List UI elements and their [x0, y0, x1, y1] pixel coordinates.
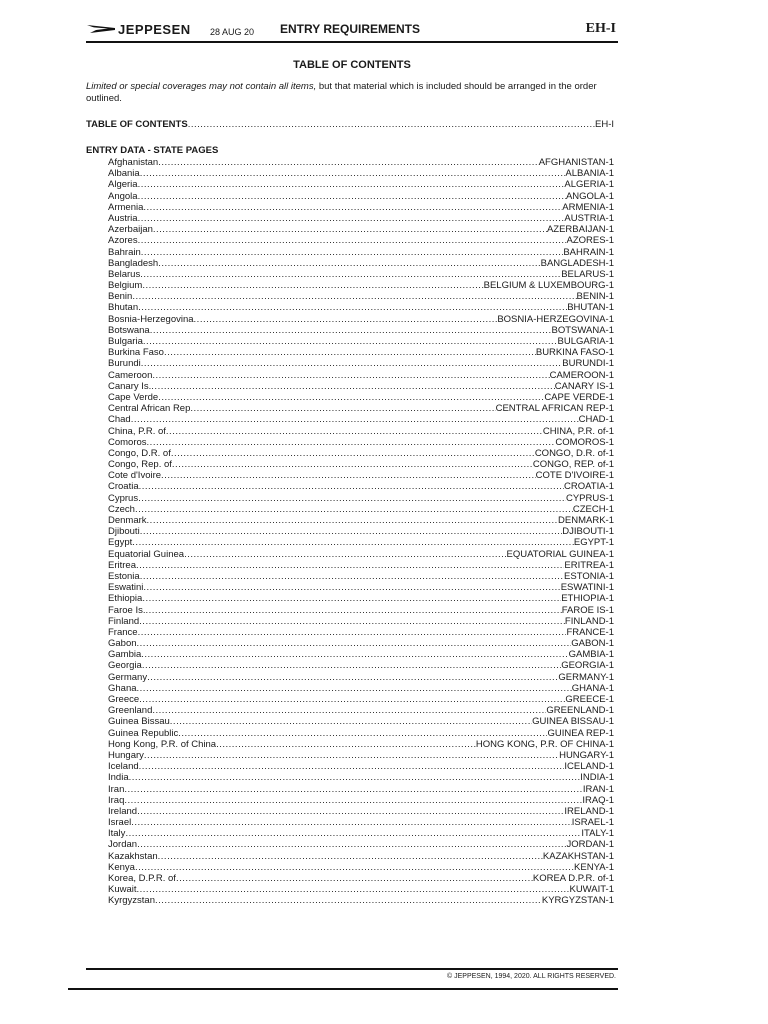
dot-leader [132, 291, 576, 302]
list-item[interactable] [108, 761, 614, 772]
intro-paragraph [86, 81, 618, 105]
entry-page: ARMENIA-1 [562, 201, 614, 213]
section-heading: ENTRY DATA - STATE PAGES [86, 145, 219, 156]
list-item[interactable] [108, 582, 614, 593]
dot-leader [164, 347, 536, 358]
toc-page: EH-I [595, 119, 614, 130]
entry-name: Eswatini [108, 582, 144, 594]
page-bottom-rule [68, 988, 618, 990]
entry-page: ERITREA-1 [564, 559, 614, 571]
entry-page: GREECE-1 [565, 694, 614, 705]
jeppesen-logo [86, 21, 191, 37]
page-code: EH-I [585, 21, 616, 36]
dot-leader [125, 828, 581, 839]
entry-name: Burundi [108, 358, 141, 370]
entry-page: BENIN-1 [576, 291, 614, 303]
entry-name: China, P.R. of [108, 425, 166, 437]
list-item[interactable] [108, 347, 614, 358]
entry-name: Kazakhstan [108, 850, 158, 862]
entry-page: GERMANY-1 [558, 671, 614, 683]
dot-leader [137, 806, 564, 817]
list-item[interactable] [108, 370, 614, 381]
entry-name: Hungary [108, 749, 144, 761]
list-item[interactable] [108, 269, 614, 280]
list-item[interactable] [108, 828, 614, 839]
entry-name: Italy [108, 828, 126, 840]
dot-leader [139, 481, 564, 492]
list-item[interactable] [108, 414, 614, 425]
entry-page: EGYPT-1 [573, 537, 614, 549]
list-item[interactable] [108, 448, 614, 459]
entry-page: ESTONIA-1 [564, 570, 614, 582]
footer-divider [86, 968, 618, 970]
list-item[interactable] [108, 392, 614, 403]
entry-name: Croatia [108, 481, 139, 493]
dot-leader [137, 839, 566, 850]
dot-leader [140, 526, 563, 537]
dot-leader [144, 750, 559, 761]
dot-leader [143, 582, 560, 593]
dot-leader [176, 873, 533, 884]
entry-name: Jordan [108, 839, 138, 851]
entry-name: Kyrgyzstan [108, 895, 155, 907]
list-item[interactable] [108, 772, 614, 783]
list-item[interactable] [108, 638, 614, 649]
entry-name: Cape Verde [108, 391, 159, 403]
entry-name: Germany [108, 671, 148, 683]
entry-name: Czech [108, 503, 135, 515]
entry-page: CENTRAL AFRICAN REP-1 [495, 403, 614, 415]
list-item[interactable] [108, 515, 614, 526]
entry-name: Korea, D.P.R. of [108, 873, 176, 884]
list-item[interactable] [108, 806, 614, 817]
entry-page: CAPE VERDE-1 [544, 391, 614, 403]
entry-name: Botswana [108, 324, 150, 336]
dot-leader [131, 414, 579, 425]
entry-name: Bhutan [108, 302, 139, 314]
list-item[interactable] [108, 426, 614, 437]
entry-page: BOSNIA-HERZEGOVINA-1 [497, 313, 614, 325]
list-item[interactable] [108, 537, 614, 548]
list-item[interactable] [108, 660, 614, 671]
dot-leader [142, 593, 561, 604]
entry-name: Cameroon [108, 369, 153, 381]
list-item[interactable] [108, 616, 614, 627]
entry-name: Cyprus [108, 492, 139, 504]
list-item[interactable] [108, 526, 614, 537]
list-item[interactable] [108, 459, 614, 470]
list-item[interactable] [108, 325, 614, 336]
dot-leader [141, 247, 564, 258]
list-item[interactable] [108, 258, 614, 269]
entry-page: ANGOLA-1 [565, 190, 614, 202]
dot-leader [146, 605, 562, 616]
entry-page: FAROE IS-1 [561, 604, 614, 616]
dot-leader [158, 157, 539, 168]
entry-page: BAHRAIN-1 [563, 246, 614, 258]
entry-page: ALBANIA-1 [565, 168, 614, 180]
dot-leader [171, 448, 535, 459]
list-item[interactable] [108, 593, 614, 604]
entry-name: Azores [108, 235, 138, 247]
list-item[interactable] [108, 314, 614, 325]
list-item[interactable] [108, 157, 614, 168]
entry-name: Greece [108, 694, 140, 705]
dot-leader [184, 549, 506, 560]
entry-name: Azerbaijan [108, 224, 153, 236]
list-item[interactable] [108, 817, 614, 828]
entry-page: ITALY-1 [581, 828, 614, 840]
entry-page: DENMARK-1 [558, 515, 614, 526]
entry-page: GHANA-1 [571, 682, 614, 694]
dot-leader [138, 302, 567, 313]
dot-leader [161, 470, 536, 481]
state-pages-list [108, 157, 614, 907]
entry-page: BANGLADESH-1 [540, 257, 614, 269]
dot-leader [131, 817, 572, 828]
brand-name: JEPPESEN [118, 21, 191, 37]
list-item[interactable] [108, 784, 614, 795]
list-item[interactable] [108, 549, 614, 560]
entry-name: Kuwait [108, 884, 137, 896]
entry-page: CONGO, REP. of-1 [532, 459, 614, 471]
list-item[interactable] [108, 403, 614, 414]
entry-page: AFGHANISTAN-1 [538, 157, 614, 168]
dot-leader [166, 426, 543, 437]
entry-name: Ethiopia [108, 593, 143, 605]
entry-page: CZECH-1 [572, 503, 614, 515]
dot-leader [140, 571, 564, 582]
dot-leader [143, 336, 558, 347]
list-item[interactable] [108, 437, 614, 448]
dot-leader [152, 370, 549, 381]
entry-name: Cote d'Ivoire [108, 470, 162, 482]
list-item[interactable] [108, 493, 614, 504]
dot-leader [147, 437, 556, 448]
entry-page: COTE D'IVOIRE-1 [535, 470, 614, 482]
entry-name: France [108, 626, 138, 638]
entry-page: ESWATINI-1 [560, 582, 614, 594]
dot-leader [150, 325, 552, 336]
entry-page: CHAD-1 [578, 414, 614, 426]
entry-page: BURUNDI-1 [562, 358, 614, 370]
entry-name: Equatorial Guinea [108, 548, 185, 560]
list-item[interactable] [108, 291, 614, 302]
header-title: ENTRY REQUIREMENTS [280, 22, 421, 36]
dot-leader [190, 403, 495, 414]
entry-page: CROATIA-1 [564, 481, 614, 493]
entry-name: Benin [108, 291, 133, 303]
entry-page: CANARY IS-1 [554, 380, 614, 392]
entry-name: Albania [108, 168, 140, 180]
list-item[interactable] [108, 213, 614, 224]
entry-page: HONG KONG, P.R. OF CHINA-1 [475, 738, 614, 750]
list-item[interactable] [108, 605, 614, 616]
dot-leader [137, 683, 572, 694]
entry-name: Djibouti [108, 526, 140, 538]
entry-name: Bahrain [108, 246, 141, 258]
dot-leader [158, 851, 543, 862]
entry-name: Denmark [108, 515, 147, 526]
list-item[interactable] [108, 750, 614, 761]
dot-leader [139, 616, 565, 627]
dot-leader [140, 168, 566, 179]
dot-leader [137, 884, 570, 895]
entry-page: ALGERIA-1 [564, 179, 614, 191]
entry-name: Israel [108, 817, 132, 829]
list-item[interactable] [108, 694, 614, 705]
dot-leader [138, 627, 567, 638]
entry-name: Bosnia-Herzegovina [108, 313, 194, 325]
list-item[interactable] [108, 862, 614, 873]
dot-leader [152, 705, 546, 716]
list-item[interactable] [108, 795, 614, 806]
list-item[interactable] [108, 202, 614, 213]
intro-italic: Limited or special coverages may not contain all items, [86, 81, 317, 92]
dot-leader [135, 504, 573, 515]
entry-name: Afghanistan [108, 157, 159, 168]
list-item[interactable] [108, 381, 614, 392]
entry-name: Belarus [108, 268, 141, 280]
dot-leader [178, 728, 547, 739]
jeppesen-wing-icon [86, 23, 116, 35]
entry-page: GEORGIA-1 [561, 660, 614, 672]
list-item[interactable] [108, 168, 614, 179]
entry-page: FINLAND-1 [564, 615, 614, 627]
entry-name: Chad [108, 414, 131, 426]
page-header [86, 18, 618, 40]
entry-name: Hong Kong, P.R. of China [108, 738, 217, 750]
list-item[interactable] [108, 191, 614, 202]
dot-leader [172, 459, 533, 470]
list-item[interactable] [108, 739, 614, 750]
list-item[interactable] [108, 280, 614, 291]
list-item[interactable] [108, 247, 614, 258]
list-item[interactable] [108, 728, 614, 739]
dot-leader [136, 560, 564, 571]
list-item[interactable] [108, 302, 614, 313]
entry-name: Guinea Republic [108, 727, 179, 739]
list-item[interactable] [108, 716, 614, 727]
entry-page: CONGO, D.R. of-1 [534, 447, 614, 459]
entry-name: Ghana [108, 682, 137, 694]
entry-name: Bangladesh [108, 257, 159, 269]
entry-page: ISRAEL-1 [571, 817, 614, 829]
entry-name: Ireland [108, 805, 138, 817]
entry-page: ETHIOPIA-1 [561, 593, 614, 605]
entry-page: IRAN-1 [582, 783, 614, 795]
entry-page: GABON-1 [571, 638, 614, 650]
list-item[interactable] [108, 627, 614, 638]
list-item[interactable] [108, 839, 614, 850]
dot-leader [139, 694, 565, 705]
entry-name: Iran [108, 783, 125, 795]
dot-leader [138, 235, 567, 246]
entry-name: Kenya [108, 861, 135, 873]
list-item[interactable] [108, 873, 614, 884]
entry-page: BELARUS-1 [561, 268, 614, 280]
list-item[interactable] [108, 358, 614, 369]
header-divider [86, 41, 618, 43]
entry-name: Georgia [108, 660, 142, 672]
entry-name: Gabon [108, 638, 137, 650]
entry-name: Congo, Rep. of [108, 459, 172, 471]
list-item[interactable] [108, 470, 614, 481]
entry-name: Congo, D.R. of [108, 447, 171, 459]
entry-page: KENYA-1 [574, 861, 614, 873]
dot-leader [124, 784, 582, 795]
entry-page: IRAQ-1 [582, 794, 614, 806]
list-item[interactable] [108, 705, 614, 716]
dot-leader [132, 537, 574, 548]
dot-leader [140, 269, 561, 280]
dot-leader [158, 258, 540, 269]
entry-page: DJIBOUTI-1 [562, 526, 614, 538]
dot-leader [147, 515, 559, 526]
dot-leader [194, 314, 498, 325]
entry-page: CAMEROON-1 [549, 369, 614, 381]
entry-page: AZORES-1 [566, 235, 614, 247]
entry-name: Bulgaria [108, 336, 143, 347]
dot-leader [138, 179, 565, 190]
entry-name: Iceland [108, 761, 139, 773]
entry-page: GREENLAND-1 [546, 705, 614, 717]
entry-name: Eritrea [108, 559, 136, 571]
dot-leader [138, 213, 565, 224]
dot-leader [138, 191, 566, 202]
header-date: 28 AUG 20 [210, 27, 255, 37]
dot-leader [124, 795, 582, 806]
entry-name: Estonia [108, 570, 140, 582]
list-item[interactable] [108, 224, 614, 235]
entry-page: INDIA-1 [580, 772, 614, 784]
toc-label: TABLE OF CONTENTS [86, 119, 188, 130]
intro-text: but that material which is included should be arranged in the order outlined. [86, 81, 597, 104]
dot-leader [141, 358, 563, 369]
entry-page: BURKINA FASO-1 [535, 347, 614, 359]
dot-leader [153, 224, 547, 235]
list-item[interactable] [108, 571, 614, 582]
entry-page: BHUTAN-1 [567, 302, 614, 314]
dot-leader [138, 493, 566, 504]
entry-page: COMOROS-1 [555, 436, 614, 448]
dot-leader [151, 381, 554, 392]
entry-page: CYPRUS-1 [565, 492, 614, 504]
entry-name: Finland [108, 615, 140, 627]
entry-page: KUWAIT-1 [569, 884, 614, 896]
entry-name: Algeria [108, 179, 138, 191]
list-item[interactable] [108, 851, 614, 862]
entry-page: KOREA D.P.R. of-1 [532, 873, 614, 884]
entry-name: Greenland [108, 705, 153, 717]
entry-name: Armenia [108, 201, 144, 213]
list-item[interactable] [108, 649, 614, 660]
entry-name: Guinea Bissau [108, 716, 170, 728]
list-item[interactable] [108, 504, 614, 515]
entry-name: Burkina Faso [108, 347, 164, 359]
entry-name: Central African Rep [108, 403, 191, 415]
entry-page: GUINEA REP-1 [547, 727, 614, 739]
dot-leader [137, 638, 572, 649]
dot-leader [170, 716, 532, 727]
entry-page: JORDAN-1 [566, 839, 614, 851]
entry-page: KYRGYZSTAN-1 [541, 895, 614, 907]
list-item[interactable] [108, 672, 614, 683]
entry-name: Iraq [108, 794, 125, 806]
entry-name: Austria [108, 212, 138, 224]
entry-page: AZERBAIJAN-1 [546, 224, 614, 236]
entry-page: AUSTRIA-1 [564, 212, 614, 224]
dot-leader [188, 119, 595, 131]
entry-name: Comoros [108, 436, 147, 448]
dot-leader [141, 649, 568, 660]
page-title: TABLE OF CONTENTS [293, 59, 411, 71]
entry-name: Canary Is. [108, 380, 152, 392]
list-item[interactable] [108, 683, 614, 694]
dot-leader [135, 862, 574, 873]
entry-page: GUINEA BISSAU-1 [532, 716, 614, 728]
entry-name: Angola [108, 190, 138, 202]
entry-page: ICELAND-1 [564, 761, 614, 773]
toc-entry[interactable] [86, 119, 614, 131]
entry-name: Gambia [108, 649, 142, 661]
entry-name: India [108, 772, 129, 784]
list-item[interactable] [108, 235, 614, 246]
entry-page: BULGARIA-1 [557, 336, 614, 347]
copyright-notice: © JEPPESEN, 1994, 2020. ALL RIGHTS RESERVED. [447, 973, 616, 980]
list-item[interactable] [108, 560, 614, 571]
dot-leader [143, 202, 562, 213]
dot-leader [155, 895, 542, 906]
dot-leader [129, 772, 581, 783]
entry-name: Faroe Is. [108, 604, 146, 616]
entry-page: EQUATORIAL GUINEA-1 [506, 548, 614, 560]
list-item[interactable] [108, 884, 614, 895]
entry-page: BELGIUM & LUXEMBOURG-1 [483, 280, 614, 292]
dot-leader [142, 660, 561, 671]
dot-leader [158, 392, 544, 403]
entry-page: GAMBIA-1 [568, 649, 614, 661]
dot-leader [139, 761, 565, 772]
list-item[interactable] [108, 895, 614, 906]
entry-name: Egypt [108, 537, 133, 549]
dot-leader [147, 672, 558, 683]
entry-page: BOTSWANA-1 [551, 324, 614, 336]
list-item[interactable] [108, 336, 614, 347]
entry-page: IRELAND-1 [564, 805, 614, 817]
dot-leader [142, 280, 483, 291]
list-item[interactable] [108, 481, 614, 492]
entry-page: KAZAKHSTAN-1 [542, 850, 614, 862]
dot-leader [216, 739, 476, 750]
entry-page: FRANCE-1 [566, 626, 614, 638]
list-item[interactable] [108, 179, 614, 190]
entry-page: HUNGARY-1 [559, 749, 614, 761]
entry-name: Belgium [108, 280, 143, 292]
entry-page: CHINA, P.R. of-1 [542, 425, 614, 437]
